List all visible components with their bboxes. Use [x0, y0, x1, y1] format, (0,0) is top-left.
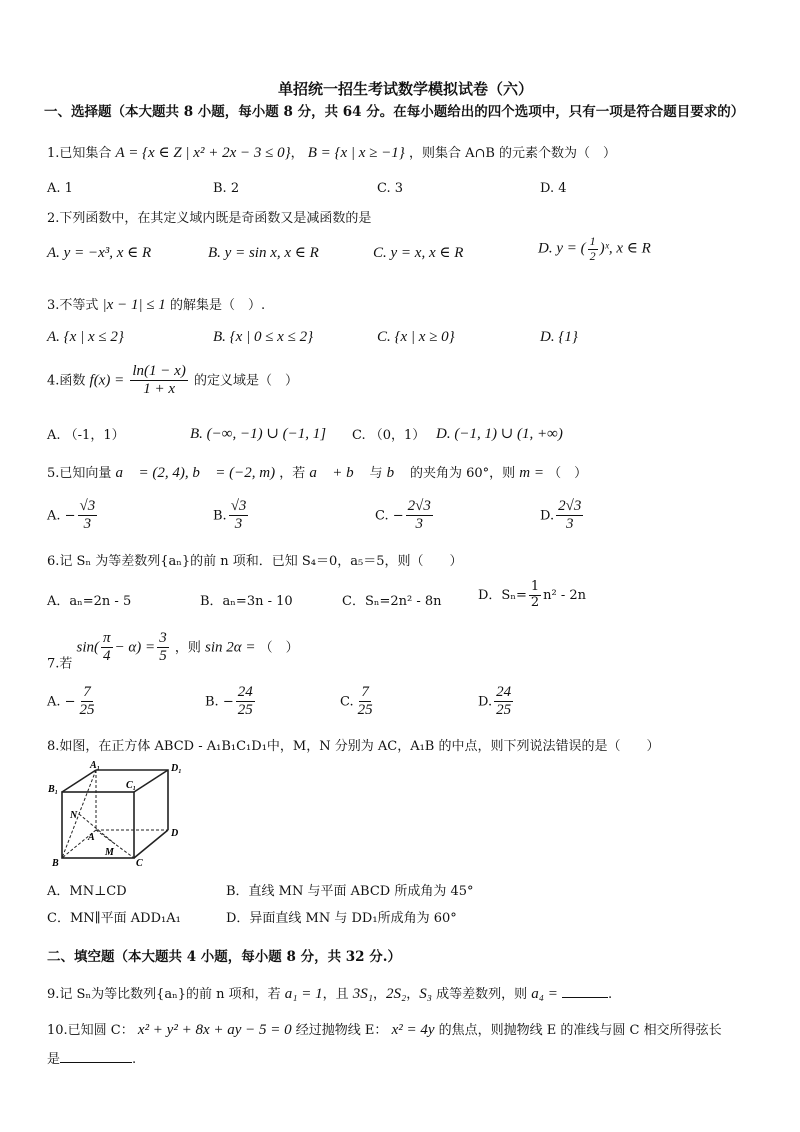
q2-optd-den: 2	[589, 248, 596, 263]
q4-fraction: $\frac{\ln(1 - x)}{1 + x}$	[132, 363, 186, 398]
q1-set-a: A = {x ∈ Z | x² + 2x − 3 ≤ 0}	[115, 145, 291, 161]
label-n: N	[70, 810, 78, 821]
q3-stem-a: 3.不等式	[47, 298, 99, 313]
q3-stem-b: 的解集是（ ）.	[169, 298, 266, 313]
question-8: 8.如图，在正方体 ABCD - A₁B₁C₁D₁中，M，N 分别为 AC，A₁B 的中点，则下列说法错误的是（ ）	[47, 739, 660, 754]
question-2: 2.下列函数中，在其定义域内既是奇函数又是减函数的是	[47, 211, 372, 226]
q8-option-d[interactable]: D．异面直线 MN 与 DD₁所成角为 60°	[226, 911, 457, 926]
q5-stem-c: 与	[369, 466, 383, 481]
q3-option-c[interactable]: C. {x | x ≥ 0}	[377, 329, 455, 345]
q5-vector-sum: a⃗ + b⃗	[309, 465, 366, 481]
label-d: D	[171, 828, 179, 839]
q2-optd-pre: D. y = (	[538, 240, 586, 257]
question-7: 7.若 sin( $\frac{\pi}{4}$ − α) = $\frac{3}{5}$ ，则 sin 2α = （ ）	[47, 630, 299, 672]
q2-option-c[interactable]: C. y = x, x ∈ R	[373, 245, 464, 261]
q2-option-b[interactable]: B. y = sin x, x ∈ R	[208, 245, 319, 261]
question-10-line2: 是 .	[47, 1052, 137, 1067]
label-c: C	[136, 858, 143, 868]
q7-option-d[interactable]: D. $\frac{24}{25}$	[478, 684, 512, 719]
q4-option-d[interactable]: D. (−1, 1) ∪ (1, +∞)	[436, 426, 563, 442]
label-b: B	[52, 858, 59, 868]
q5-stem-a: 5.已知向量	[47, 466, 112, 481]
q4-option-c[interactable]: C. （0，1）	[352, 428, 426, 443]
question-1	[47, 142, 616, 162]
q2-option-a[interactable]: A. y = −x³, x ∈ R	[47, 245, 152, 261]
q5-stem-d: 的夹角为 60°，则	[409, 466, 516, 481]
q6-option-d[interactable]: D．Sₙ= $\frac{1}{2}$ n² - 2n	[478, 579, 587, 610]
q5-stem-e: （ ）	[548, 466, 588, 481]
q3-option-d[interactable]: D. {1}	[540, 329, 578, 345]
q8-option-b[interactable]: B．直线 MN 与平面 ABCD 所成角为 45°	[226, 884, 474, 899]
q4-option-a[interactable]: A. （-1，1）	[47, 428, 125, 443]
q7-option-c[interactable]: C. $\frac{7}{25}$	[340, 684, 373, 719]
q2-optd-post: )ˣ, x ∈ R	[599, 240, 651, 257]
label-a1: A₁	[90, 760, 101, 771]
q9-answer-blank[interactable]	[562, 985, 608, 998]
q3-inequality: |x − 1| ≤ 1	[102, 297, 166, 313]
cube-figure	[48, 760, 198, 868]
q5-vectors: a⃗ = (2, 4), b⃗ = (−2, m)	[115, 465, 276, 481]
q5-option-c[interactable]: C. − $\frac{2√3}{3}$	[375, 498, 431, 533]
q5-option-b[interactable]: B. $\frac{√3}{3}$	[213, 498, 247, 533]
q4-option-b[interactable]: B. (−∞, −1) ∪ (−1, 1]	[190, 426, 327, 442]
question-6: 6.记 Sₙ 为等差数列{aₙ}的前 n 项和．已知 S₄＝0，a₅＝5，则（ ）	[47, 554, 463, 569]
q4-fx: f(x) =	[89, 372, 125, 389]
q1-set-b: B = {x | x ≥ −1}	[307, 145, 405, 161]
q2-optd-num: 1	[589, 234, 596, 248]
q1-option-d[interactable]: D. 4	[540, 181, 567, 196]
q4-stem-b: 的定义域是（ ）	[193, 373, 298, 389]
label-a: A	[88, 832, 95, 843]
section-1-heading: 一、选择题（本大题共 8 小题，每小题 8 分，共 64 分。在每小题给出的四个选项中，只有一项是符合题目要求的）	[44, 104, 745, 120]
q5-m: m =	[519, 465, 544, 481]
q2-option-d[interactable]	[538, 235, 651, 264]
question-4	[47, 363, 298, 399]
question-3	[47, 294, 265, 314]
q10-answer-blank[interactable]	[60, 1050, 132, 1063]
label-b1: B₁	[48, 784, 59, 795]
question-10: 10.已知圆 C： x² + y² + 8x + ay − 5 = 0 经过抛物线 E： x² = 4y 的焦点，则抛物线 E 的准线与圆 C 相交所得弦长	[47, 1022, 722, 1038]
q5-vector-b: b⃗	[386, 465, 406, 481]
section-2-heading: 二、填空题（本大题共 4 小题，每小题 8 分，共 32 分.）	[47, 949, 401, 965]
q7-option-b[interactable]: B. − $\frac{24}{25}$	[205, 684, 253, 719]
label-m: M	[105, 847, 114, 858]
label-c1: C₁	[126, 780, 137, 791]
q6-option-a[interactable]: A．aₙ=2n - 5	[47, 594, 132, 609]
q1-stem-a: 1.已知集合	[47, 146, 112, 161]
q6-option-c[interactable]: C．Sₙ=2n² - 8n	[342, 594, 442, 609]
q3-option-b[interactable]: B. {x | 0 ≤ x ≤ 2}	[213, 329, 314, 345]
question-5	[47, 462, 587, 482]
q5-stem-b: ，若	[279, 466, 306, 481]
q1-stem-b: ，则集合 A∩B 的元素个数为（ ）	[408, 146, 617, 161]
q8-option-c[interactable]: C．MN∥平面 ADD₁A₁	[47, 911, 181, 926]
q5-option-a[interactable]: A. − $\frac{√3}{3}$	[47, 498, 96, 533]
q1-option-b[interactable]: B. 2	[213, 181, 240, 196]
label-d1: D₁	[171, 763, 182, 774]
q7-option-a[interactable]: A. − $\frac{7}{25}$	[47, 684, 95, 719]
q3-option-a[interactable]: A. {x | x ≤ 2}	[47, 329, 124, 345]
q1-sep: ，	[290, 146, 304, 161]
q1-option-a[interactable]: A. 1	[47, 181, 73, 196]
q7-stem-a: 7.若	[47, 656, 73, 672]
q8-option-a[interactable]: A．MN⊥CD	[47, 884, 127, 899]
q4-stem-a: 4.函数	[47, 373, 86, 389]
q1-option-c[interactable]: C. 3	[377, 181, 404, 196]
question-9: 9.记 Sₙ为等比数列{aₙ}的前 n 项和，若 a₁ = 1，且 3S₁，2S₂，S₃ 成等差数列，则 a₄ = .	[47, 986, 613, 1002]
q6-option-b[interactable]: B．aₙ=3n - 10	[200, 594, 293, 609]
q5-option-d[interactable]: D. $\frac{2√3}{3}$	[540, 498, 582, 533]
page-title: 单招统一招生考试数学模拟试卷（六）	[278, 80, 534, 98]
